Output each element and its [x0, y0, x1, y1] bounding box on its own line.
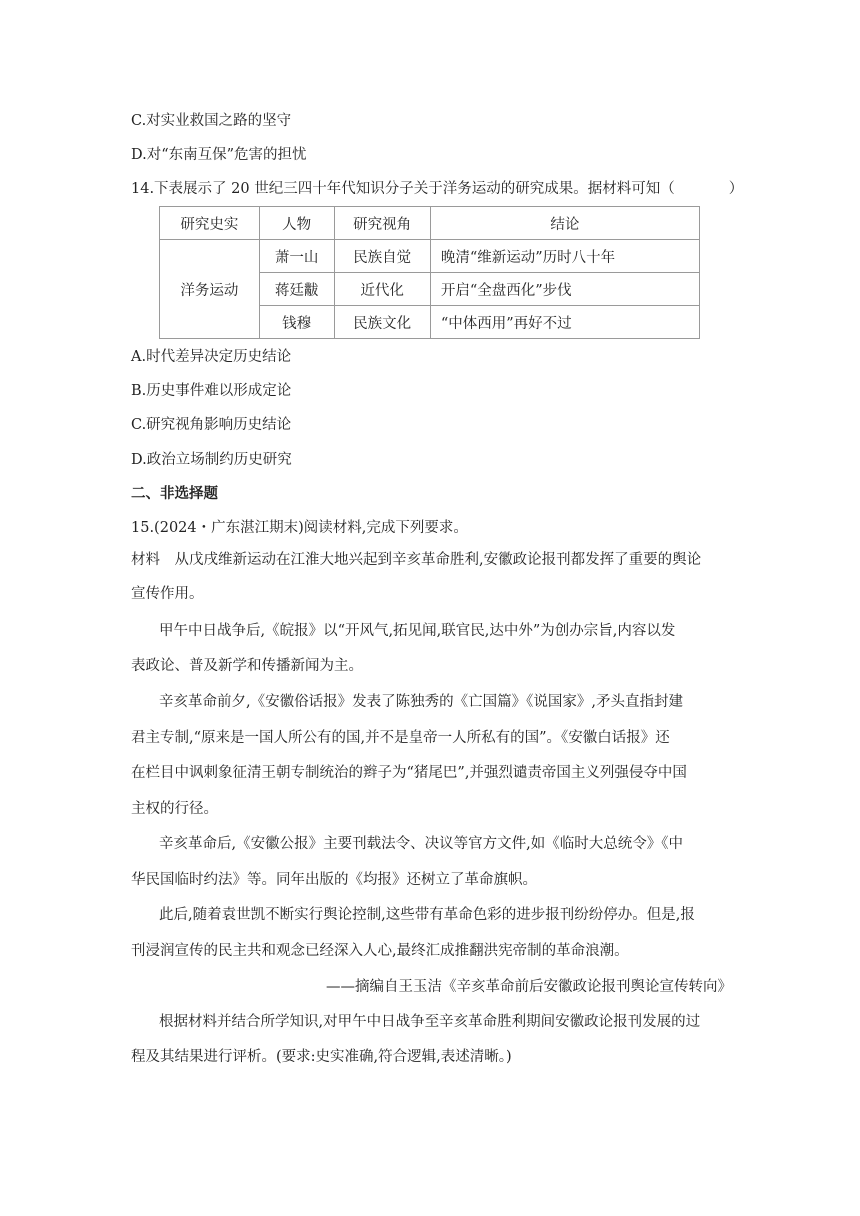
- q13-option-c: C.对实业救国之路的坚守: [131, 113, 292, 129]
- table-group-label: 洋务运动: [160, 240, 260, 339]
- q14-option-b: B.历史事件难以形成定论: [131, 383, 292, 399]
- table-cell-view: 近代化: [334, 273, 430, 306]
- q15-stem: 15.(2024・广东湛江期末)阅读材料,完成下列要求。: [131, 520, 468, 536]
- q13-option-d: D.对“东南互保”危害的担忧: [131, 147, 307, 163]
- material-line: 此后,随着袁世凯不断实行舆论控制,这些带有革命色彩的进步报刊纷纷停办。但是,报: [159, 907, 695, 923]
- table-header: 研究史实: [160, 207, 260, 240]
- table-cell-conclusion: “中体西用”再好不过: [430, 306, 699, 339]
- table-row: [160, 240, 700, 273]
- material-line: 在栏目中讽刺象征清王朝专制统治的辫子为“猪尾巴”,并强烈谴责帝国主义列强侵夺中国: [131, 765, 687, 781]
- table-header: 研究视角: [334, 207, 430, 240]
- q14-table: [159, 206, 700, 339]
- material-line: 辛亥革命前夕,《安徽俗话报》发表了陈独秀的《亡国篇》《说国家》,矛头直指封建: [159, 694, 683, 710]
- material-line: 君主专制,“原来是一国人所公有的国,并不是皇帝一人所私有的国”。《安徽白话报》还: [131, 730, 670, 746]
- table-cell-person: 萧一山: [259, 240, 334, 273]
- material-line: 华民国临时约法》等。同年出版的《均报》还树立了革命旗帜。: [131, 872, 537, 888]
- section-title: 二、非选择题: [131, 486, 218, 502]
- material-line: 表政论、普及新学和传播新闻为主。: [131, 658, 363, 674]
- material-source: ——摘编自王玉洁《辛亥革命前后安徽政论报刊舆论宣传转向》: [326, 979, 732, 995]
- table-cell-person: 蒋廷黻: [259, 273, 334, 306]
- table-header: 结论: [430, 207, 699, 240]
- q14-option-c: C.研究视角影响历史结论: [131, 417, 292, 433]
- q15-task-line: 程及其结果进行评析。(要求:史实准确,符合逻辑,表述清晰。): [131, 1049, 512, 1065]
- table-cell-conclusion: 晚清“维新运动”历时八十年: [430, 240, 699, 273]
- q14-option-d: D.政治立场制约历史研究: [131, 452, 292, 468]
- material-line: 辛亥革命后,《安徽公报》主要刊载法令、决议等官方文件,如《临时大总统令》《中: [159, 836, 683, 852]
- table-cell-conclusion: 开启“全盘西化”步伐: [430, 273, 699, 306]
- material-line: 刊浸润宣传的民主共和观念已经深入人心,最终汇成推翻洪宪帝制的革命浪潮。: [131, 943, 629, 959]
- q14-option-a: A.时代差异决定历史结论: [131, 349, 292, 365]
- table-cell-view: 民族自觉: [334, 240, 430, 273]
- table-cell-view: 民族文化: [334, 306, 430, 339]
- material-line: 宣传作用。: [131, 586, 204, 602]
- material-line: 甲午中日战争后,《皖报》以“开风气,拓见闻,联官民,达中外”为创办宗旨,内容以发: [159, 623, 676, 639]
- material-line: 材料 从戊戌维新运动在江淮大地兴起到辛亥革命胜利,安徽政论报刊都发挥了重要的舆论: [131, 552, 702, 568]
- table-header-row: [160, 207, 700, 240]
- q14-stem: [131, 179, 743, 199]
- table-header: 人物: [259, 207, 334, 240]
- table-cell-person: 钱穆: [259, 306, 334, 339]
- material-line: 主权的行径。: [131, 801, 218, 817]
- q15-task-line: 根据材料并结合所学知识,对甲午中日战争至辛亥革命胜利期间安徽政论报刊发展的过: [159, 1014, 701, 1030]
- q14-stem-text: 14.下表展示了 20 世纪三四十年代知识分子关于洋务运动的研究成果。据材料可知（: [131, 181, 675, 197]
- q14-stem-close: ）: [728, 181, 744, 197]
